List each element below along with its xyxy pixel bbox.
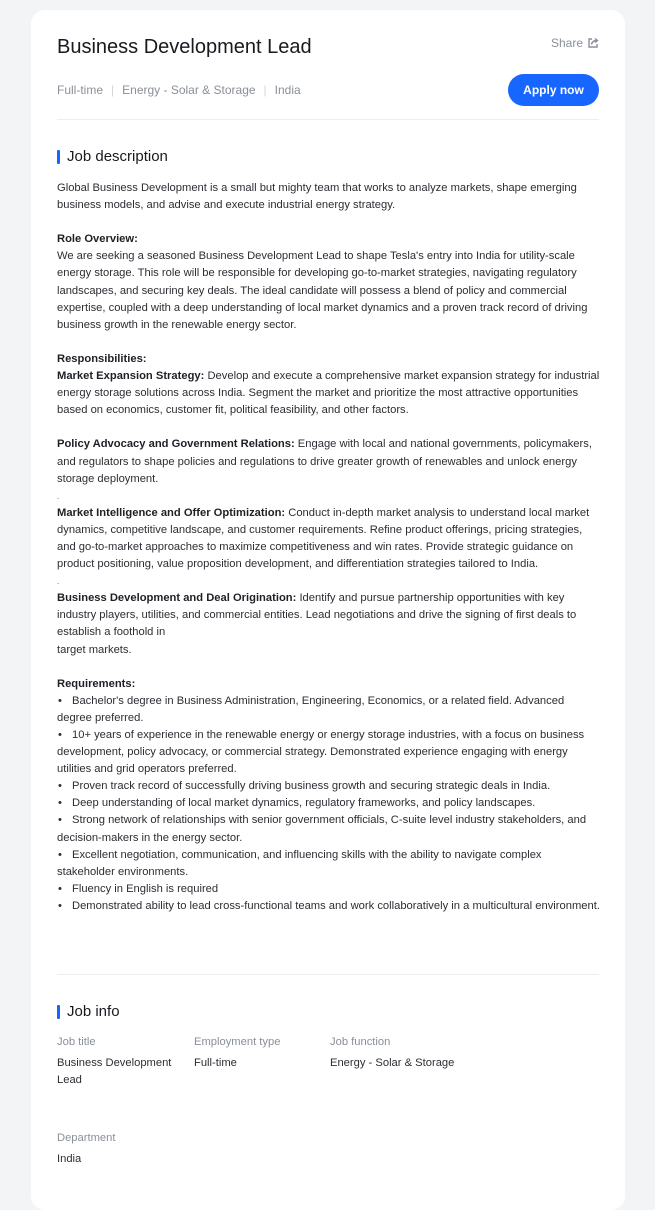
info-label-department: Department <box>57 1132 116 1144</box>
responsibility-title: Business Development and Deal Origination: <box>57 592 297 605</box>
info-value-job-title: Business Development Lead <box>57 1057 172 1086</box>
meta-separator: | <box>111 83 115 97</box>
section-divider <box>57 974 599 975</box>
info-value-department: India <box>57 1153 82 1165</box>
info-label-employment-type: Employment type <box>194 1036 281 1048</box>
info-value-employment-type: Full-time <box>194 1057 237 1069</box>
section-accent-bar <box>57 150 60 164</box>
job-description-heading-label: Job description <box>67 148 168 165</box>
requirements-heading: Requirements: <box>57 677 136 690</box>
responsibility-text: Engage with local and national governments, policymakers, and regulators to shape policies and regulations to drive greater growth of renewables and unlock energy storage deployment. <box>57 438 592 485</box>
job-description-heading <box>57 148 168 165</box>
responsibility-title: Market Intelligence and Offer Optimization: <box>57 506 286 519</box>
job-description-body <box>57 180 602 915</box>
share-button[interactable] <box>551 36 599 50</box>
responsibility-item <box>57 590 602 658</box>
job-meta <box>57 83 301 97</box>
bullet: • <box>58 814 62 827</box>
role-overview-text: We are seeking a seasoned Business Development Lead to shape Tesla's entry into India for utility-scale energy storage. This role will be responsible for developing go-to-market strategies, navigating regulatory landscapes, and securing key deals. The ideal candidate will possess a blend of policy and commercial expertise, coupled with a deep understanding of local market dynamics and a proven track record of driving business growth in the renewable energy sector. <box>57 250 588 331</box>
responsibility-item <box>57 368 602 419</box>
bullet: • <box>58 729 62 741</box>
bullet: • <box>58 848 62 861</box>
meta-employment-type: Full-time <box>57 83 104 97</box>
responsibility-title: Market Expansion Strategy: <box>57 370 205 383</box>
job-title: Business Development Lead <box>57 36 312 58</box>
requirement-item: • Proven track record of successfully driving business growth and securing strategic deals in India. <box>57 778 602 795</box>
requirement-item: • Deep understanding of local market dynamics, regulatory frameworks, and policy landscapes. <box>57 795 602 812</box>
responsibility-text: Identify and pursue partnership opportunities with key industry players, utilities, and commercial entities. Lead negotiations and drive the signing of first deals to establish a foothold in <box>57 592 577 639</box>
info-label-job-title: Job title <box>57 1036 96 1048</box>
meta-job-function: Energy - Solar & Storage <box>122 83 256 97</box>
separator-dot: . <box>57 577 60 587</box>
bullet: • <box>58 797 62 810</box>
separator-dot: . <box>57 491 60 501</box>
header-divider <box>57 119 599 120</box>
role-overview-heading: Role Overview: <box>57 233 138 246</box>
responsibility-item <box>57 436 602 487</box>
bullet: • <box>58 780 62 793</box>
meta-separator: | <box>263 83 267 97</box>
bullet: • <box>58 694 62 707</box>
section-accent-bar <box>57 1005 60 1019</box>
requirements-list <box>57 693 602 915</box>
responsibility-item <box>57 505 602 573</box>
job-card <box>31 10 625 1210</box>
responsibility-text: Develop and execute a comprehensive market expansion strategy for industrial energy storage solutions across India. Segment the market and prioritize the most attractive opportunities based on economics, customer fit, political feasibility, and other factors. <box>57 370 600 417</box>
requirement-item: • Demonstrated ability to lead cross-functional teams and work collaboratively in a multicultural environment. <box>57 898 602 915</box>
description-intro: Global Business Development is a small but mighty team that works to analyze markets, shape emerging business models, and advise and execute industrial energy strategy. <box>57 182 577 212</box>
job-info-heading <box>57 1003 120 1020</box>
requirement-item: • 10+ years of experience in the renewable energy or energy storage industries, with a focus on business development, policy advocacy, or commercial strategy. Demonstrated experience engaging with energy utilities and grid operators preferred. <box>57 729 585 776</box>
requirement-item: • Fluency in English is required <box>57 881 602 898</box>
responsibility-title: Policy Advocacy and Government Relations: <box>57 438 295 451</box>
info-label-job-function: Job function <box>330 1036 391 1048</box>
responsibility-text-tail: target markets. <box>57 643 132 656</box>
apply-now-button[interactable]: Apply now <box>508 74 599 106</box>
responsibility-text: Conduct in-depth market analysis to understand local market dynamics, competitive landscape, and customer requirements. Refine product offerings, pricing strategies, and go-to-market approaches to maximize competitiveness and win rates. Provide strategic guidance on product positioning, value proposition development, and differentiation strategies tailored to India. <box>57 506 590 571</box>
bullet: • <box>58 899 62 912</box>
requirement-item: • Strong network of relationships with senior government officials, C-suite level industry stakeholders, and decision-makers in the energy sector. <box>57 814 587 844</box>
share-icon <box>587 37 599 49</box>
responsibilities-heading: Responsibilities: <box>57 352 147 365</box>
bullet: • <box>58 882 62 895</box>
info-value-job-function: Energy - Solar & Storage <box>330 1057 455 1069</box>
job-info-heading-label: Job info <box>67 1003 120 1020</box>
meta-location: India <box>274 83 301 97</box>
requirement-item: • Bachelor's degree in Business Administration, Engineering, Economics, or a related field. Advanced degree preferred. <box>57 694 565 724</box>
requirement-item: • Excellent negotiation, communication, and influencing skills with the ability to navigate complex stakeholder environments. <box>57 848 542 878</box>
share-label: Share <box>550 36 583 50</box>
